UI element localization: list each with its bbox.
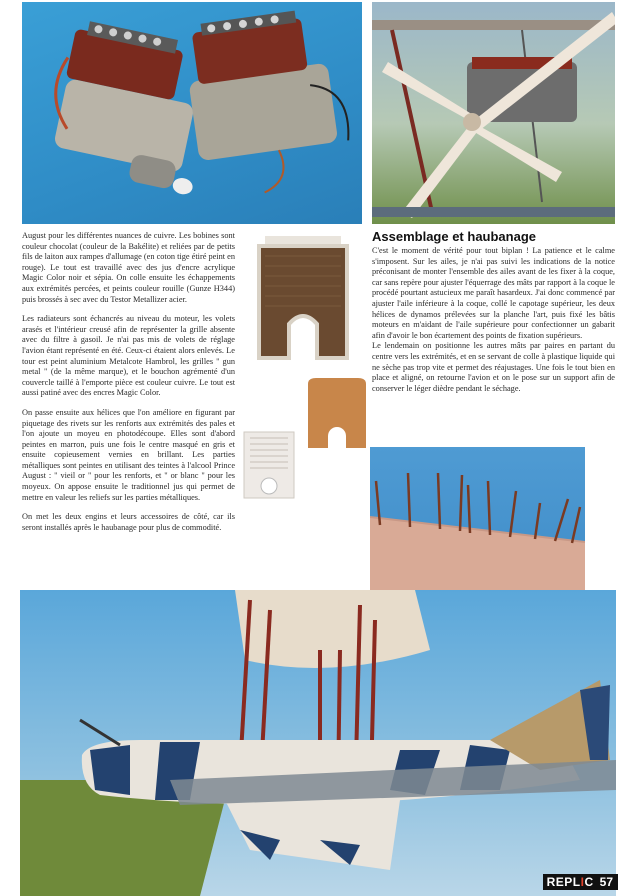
engines-illustration [22,2,362,224]
photo-propeller [372,2,615,224]
photo-radiator-white [240,428,298,500]
photo-engines [22,2,362,224]
photo-airplane-model [20,590,616,896]
photo-radiator-grille-small [306,378,368,450]
propeller-illustration [372,2,615,224]
section-heading: Assemblage et haubanage [372,229,536,244]
magazine-logo: REPLIC [543,874,598,890]
page-footer [543,874,618,890]
paragraph: Le lendemain on positionne les autres mâts par paires en partant du centre vers les extrémités, et en se servant de colle à plastique liquide qui ne sèche pas trop vite et permet des réajustages. Une fois le tout bien en place et aligné, on retourne l'avion et on le pose sur un support afin de conserver le léger dièdre pendant le séchage. [372,341,615,393]
photo-radiator-grille-large [255,236,351,362]
paragraph: On passe ensuite aux hélices que l'on améliore en figurant par piquetage des rivets sur les renforts aux extrémités des pales et l'on ajoute un moyeu en photodécoupe. Elles sont d'abord peintes en marron, puis une fois le centre masqué en gris et ensuite copieusement vernies en brillant. Les parties métalliques sont peintes en utilisant des teintes à l'alcool Prince August : " vieil or " pour les renforts, et " or blanc " pour les moyeux. On appose ensuite le traditionnel jus qui permet de mettre en valeur les reliefs sur les parties métalliques. [22,407,235,502]
paragraph: Les radiateurs sont échancrés au niveau du moteur, les volets arasés et l'intérieur creusé afin de représenter la grille absente avec du filtre à gasoil. Je n'ai pas mis de volets de réglage l'avion étant représenté en été. Ceux-ci étaient alors enlevés. Le tour est peint aluminium Metalcote Hambrol, les grilles " gun metal " (de la même marque), et le bouchon agrémenté d'un couvercle taillé à l'emporte pièce est couleur cuivre. Le tout est aussi patiné avec des encres Magic Color. [22,314,235,398]
right-column-text [372,246,615,403]
left-column-text [22,231,235,542]
photo-strut-pins [370,447,585,595]
paragraph: On met les deux engins et leurs accessoires de côté, car ils seront installés après le haubanage pour plus de commodité. [22,512,235,532]
paragraph: August pour les différentes nuances de cuivre. Les bobines sont couleur chocolat (couleur de la Bakélite) et reliées par de petits fils de laiton aux rampes d'allumage (en coton tige étiré peint en rouge). Le tout est travaillé avec des jus d'encre acrylique Magic Color noir et sépia. On colle ensuite les échappements aux extrémités percées, et peints couleur rouille (Gunze H344) puis brossés à sec avec du Testor Metallizer acier. [22,231,235,304]
paragraph: C'est le moment de vérité pour tout biplan ! La patience et le calme s'imposent. Sur les ailes, je n'ai pas suivi les indications de la notice préconisant de monter l'ensemble des ailes avant de les fixer à la coque, car sans repère pour ajuster l'équerrage des mâts par rapport à la coque le procédé pourtant astucieux me paraît hasardeux. J'ai donc commencé par ajuster l'aile inférieure à la coque, collé le capotage supérieur, les deux hélices de dynamos prélevées sur la planche l'art, puis fixé les bâtis moteurs en m'aidant de l'aile supérieure pour confectionner un gabarit afin d'avoir le bon écartement des points de fixation supérieurs. [372,246,615,340]
page-number: 57 [598,874,618,890]
